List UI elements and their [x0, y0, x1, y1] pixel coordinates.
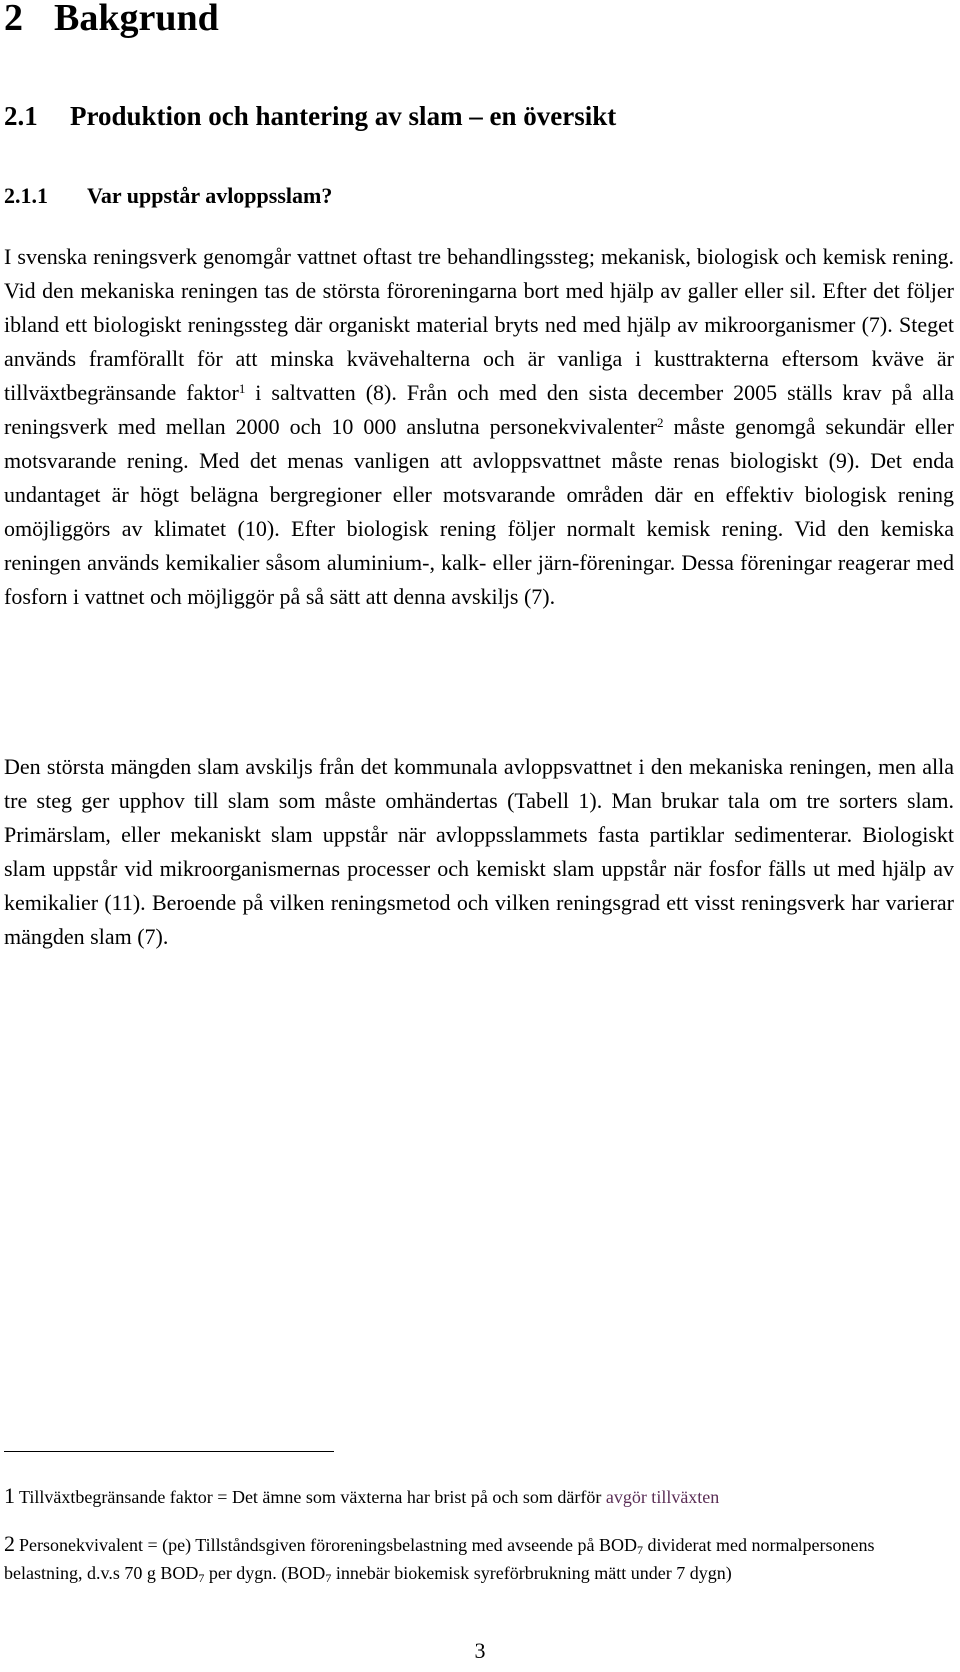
footnote-separator: [4, 1451, 334, 1452]
footnote-ref-1: 1: [238, 381, 246, 396]
footnote-1-highlight: avgör tillväxten: [605, 1487, 720, 1507]
footnote-2-marker: 2: [4, 1531, 15, 1556]
page-number: 3: [474, 1638, 486, 1663]
paragraph1-part-b: i saltvatten (8). Från och med den sista december 2005 ställs krav på alla reningsverk med mellan 2000 och 10 000 anslutna personekvivalenter: [4, 380, 954, 439]
chapter-number: 2: [4, 0, 23, 39]
chapter-title: Bakgrund: [54, 0, 219, 39]
chapter-heading: [4, 0, 219, 38]
footnote-2-part-a: Personekvivalent = (pe) Tillståndsgiven föroreningsbelastning med avseende på BOD: [19, 1535, 638, 1555]
body-paragraph-2: Den största mängden slam avskiljs från det kommunala avloppsvattnet i den mekaniska reningen, men alla tre steg ger upphov till slam som måste omhändertas (Tabell 1). Man brukar tala om tre sorters slam. Primärslam, eller mekaniskt slam uppstår när avloppsslammets fasta partiklar sedimenterar. Biologiskt slam uppstår vid mikroorganismernas processer och kemiskt slam uppstår när fosfor fälls ut med hjälp av kemikalier (11). Beroende på vilken reningsmetod och vilken reningsgrad ett visst reningsverk har varierar mängden slam (7).: [4, 754, 954, 949]
footnote-2: [4, 1530, 956, 1587]
paragraph1-part-c: måste genomgå sekundär eller motsvarande rening. Med det menas vanligen att avloppsvattnet måste renas biologiskt (9). Det enda undantaget är högt belägna bergregioner eller motsvarande områden där en effektiv biologisk rening omöjliggörs av klimatet (10). Efter biologisk rening följer normalt kemisk rening. Vid den kemiska reningen används kemikalier såsom aluminium-, kalk- eller järn-föreningar. Dessa föreningar reagerar med fosforn i vattnet och möjliggör på så sätt att denna avskiljs (7).: [4, 414, 954, 609]
section-title: Produktion och hantering av slam – en översikt: [70, 101, 617, 131]
paragraph1-part-a: I svenska reningsverk genomgår vattnet oftast tre behandlingssteg; mekanisk, biologisk och kemisk rening. Vid den mekaniska reningen tas de största föroreningarna bort med hjälp av galler eller sil. Efter det följer ibland ett biologiskt reningssteg där organiskt material bryts ned med hjälp av mikroorganismer (7). Steget används framförallt för att minska kvävehalterna och är vanliga i kusttrakterna eftersom kväve är tillväxtbegränsande faktor: [4, 244, 954, 405]
footnote-2-sub-3: 7: [325, 1571, 332, 1585]
section-heading: [4, 101, 616, 131]
footnote-2-part-c: per dygn. (BOD: [204, 1563, 326, 1583]
subsection-number: 2.1.1: [4, 183, 48, 208]
footnote-ref-2: 2: [657, 415, 664, 430]
footnote-2-part-d: innebär biokemisk syreförbrukning mätt under 7 dygn): [331, 1563, 732, 1583]
footnote-2-sub-1: 7: [637, 1543, 644, 1557]
footnote-1-marker: 1: [4, 1483, 15, 1508]
subsection-heading: [4, 183, 332, 209]
footnote-2-part-b: dividerat med normalpersonens belastning, d.v.s 70 g BOD: [4, 1535, 875, 1583]
footnote-1: [4, 1482, 956, 1511]
body-paragraph-1: [4, 240, 954, 614]
footnote-2-sub-2: 7: [198, 1571, 205, 1585]
subsection-title: Var uppstår avloppsslam?: [87, 183, 333, 208]
section-number: 2.1: [4, 101, 38, 131]
footnote-1-text: Tillväxtbegränsande faktor = Det ämne som växterna har brist på och som därför: [19, 1487, 606, 1507]
